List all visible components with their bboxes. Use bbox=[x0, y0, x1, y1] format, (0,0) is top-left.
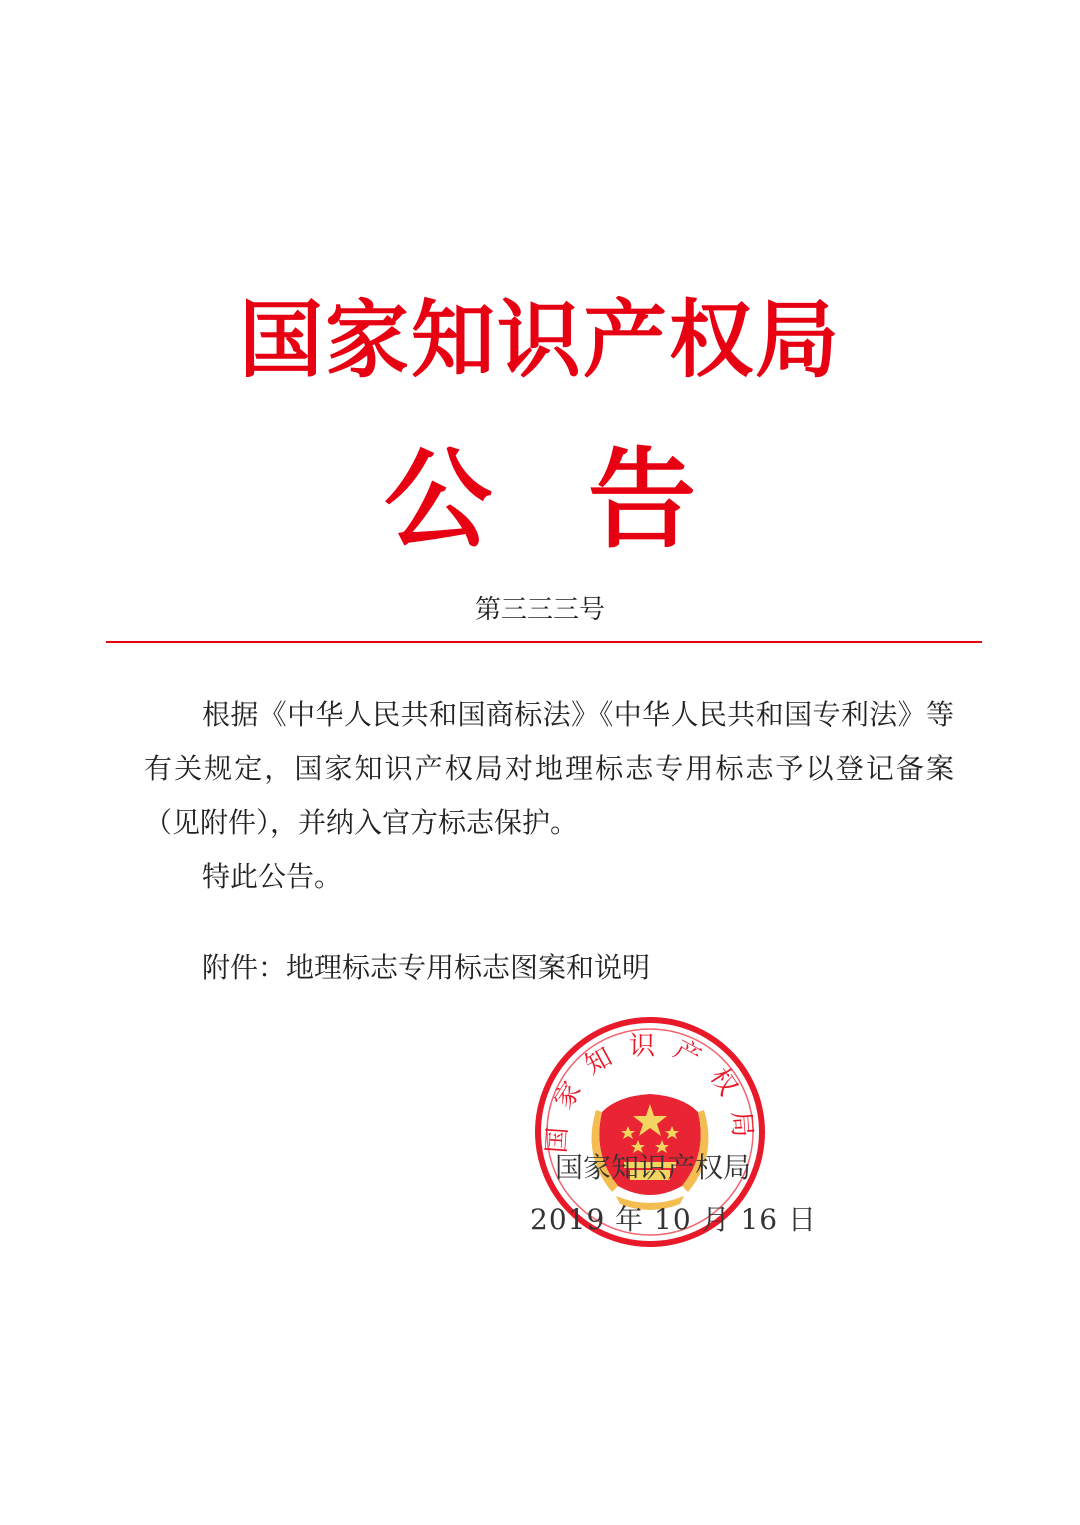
seal-text: 国家知识产权局 bbox=[541, 1031, 759, 1155]
red-divider bbox=[106, 641, 982, 643]
agency-title: 国家知识产权局 bbox=[238, 290, 841, 389]
signer-name: 国家知识产权局 bbox=[555, 1151, 752, 1184]
notice-title-char-2: 告 bbox=[588, 437, 697, 563]
attachment-line: 附件：地理标志专用标志图案和说明 bbox=[202, 951, 651, 984]
body-paragraph: 根据《中华人民共和国商标法》《中华人民共和国专利法》等有关规定，国家知识产权局对地理标志专用标志予以登记备案（见附件），并纳入官方标志保护。 bbox=[144, 698, 954, 839]
notice-title-char-1: 公 bbox=[383, 437, 492, 563]
document-number: 第三三三号 bbox=[474, 595, 605, 625]
closing-paragraph: 特此公告。 bbox=[202, 860, 343, 893]
notice-body bbox=[144, 688, 954, 904]
notice-title bbox=[0, 437, 1080, 563]
issue-date: 2019 年 10 月 16 日 bbox=[530, 1203, 818, 1236]
